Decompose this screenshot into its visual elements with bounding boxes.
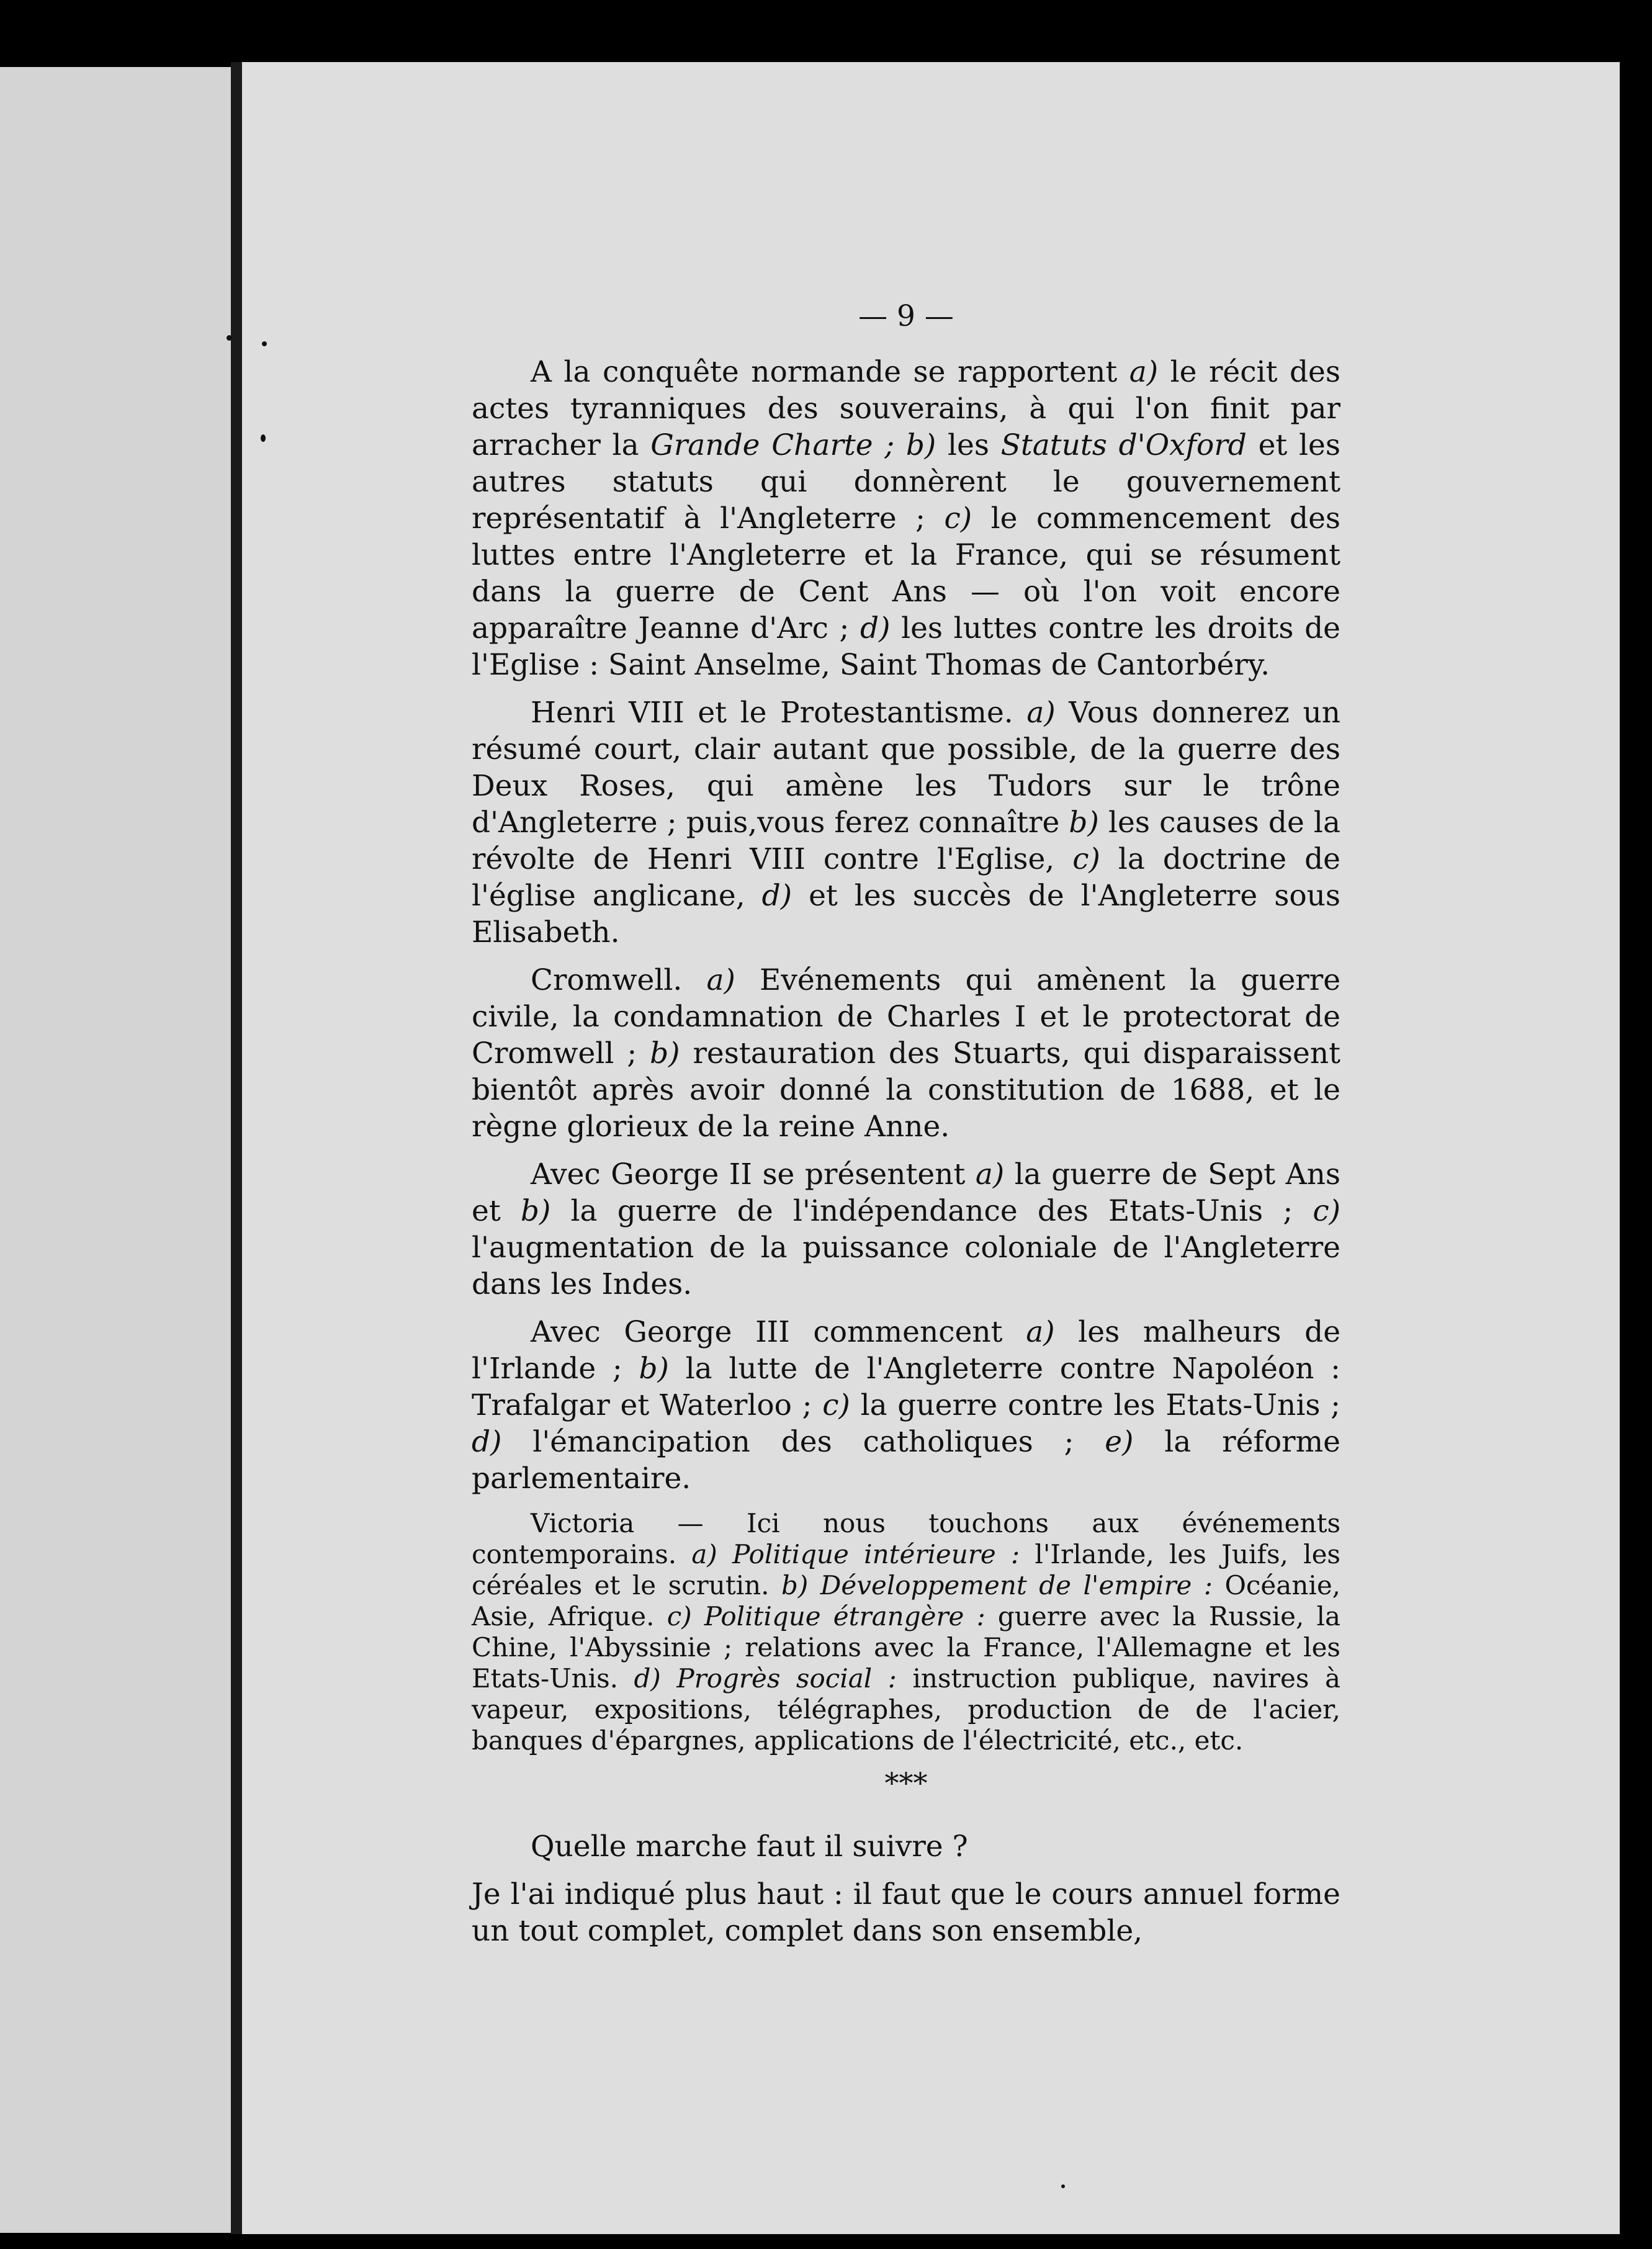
text-run: les causes de la révolte de Henri VIII contre l'Eglise, — [472, 806, 1340, 876]
text-run: la guerre contre les Etats-Unis ; — [850, 1388, 1340, 1422]
paragraph — [472, 694, 1340, 951]
text-run: les luttes contre les droits de l'Eglise : Saint Anselme, Saint Thomas de Cantorbéry. — [472, 611, 1340, 682]
text-run: la guerre de l'indépendance des Etats-Unis ; — [550, 1194, 1313, 1228]
text-run: l'augmentation de la puissance coloniale de l'Angleterre dans les Indes. — [472, 1231, 1340, 1301]
text-run: Avec George III commencent — [531, 1315, 1026, 1349]
italic-run: d) — [860, 611, 891, 645]
italic-run: b) — [1069, 806, 1099, 840]
italic-run: c) Politique étrangère : — [667, 1601, 985, 1632]
text-run: la réforme parlementaire. — [472, 1425, 1340, 1496]
speck — [1061, 2184, 1065, 2188]
paragraph — [472, 1314, 1340, 1497]
text-run: le commencement des luttes entre l'Angleterre et la France, qui se résument dans la guerre de Cent Ans — où l'on voit encore apparaître Jeanne d'Arc ; — [472, 501, 1341, 645]
italic-run: c) — [1072, 842, 1100, 876]
text-run: A la conquête normande se rapportent — [531, 355, 1129, 389]
text-run: l'émancipation des catholiques ; — [501, 1425, 1105, 1459]
text-run: instruction publique, navires à vapeur, expositions, télégraphes, production de de l'acier, banques d'épargnes, applications de l'électricité, etc., etc. — [472, 1663, 1340, 1756]
section-separator: *** — [884, 1766, 928, 1800]
italic-run: a) — [1129, 355, 1159, 389]
text-run: Victoria — Ici nous touchons aux événements contemporains. — [472, 1508, 1340, 1569]
speck — [227, 335, 232, 341]
italic-run: Grande Charte ; b) — [650, 428, 936, 462]
page-text — [472, 298, 1340, 1960]
paragraph — [472, 354, 1340, 683]
text-run: la doctrine de l'église anglicane, — [472, 842, 1340, 913]
text-run: restauration des Stuarts, qui disparaissent bientôt après avoir donné la constitution de 1688, et le règne glorieux de la reine Anne. — [472, 1036, 1340, 1144]
italic-run: a) — [1026, 1315, 1055, 1349]
text-run: Evénements qui amènent la guerre civile, la condamnation de Charles I et le protectorat de Cromwell ; — [472, 963, 1341, 1071]
text-run: les malheurs de l'Irlande ; — [472, 1315, 1341, 1386]
speck — [262, 341, 267, 346]
text-run: guerre avec la Russie, la Chine, l'Abyssinie ; relations avec la France, l'Allemagne et les Etats-Unis. — [472, 1601, 1341, 1694]
text-run: la lutte de l'Angleterre contre Napoléon : Trafalgar et Waterloo ; — [472, 1352, 1340, 1422]
closing-question: Quelle marche faut il suivre ? — [531, 1829, 968, 1864]
italic-run: b) — [639, 1352, 669, 1386]
closing-text: Je l'ai indiqué plus haut : il faut que le cours annuel forme un tout complet, complet dans son ensemble, — [472, 1877, 1340, 1948]
paragraph — [472, 1156, 1340, 1303]
text-run: l'Irlande, les Juifs, les céréales et le scrutin. — [472, 1539, 1340, 1600]
italic-run: a) — [975, 1157, 1005, 1192]
italic-run: e) — [1105, 1425, 1134, 1459]
italic-run: b) — [650, 1036, 680, 1071]
paragraph — [472, 1508, 1340, 1756]
italic-run: d) — [761, 879, 792, 913]
text-run: Océanie, Asie, Afrique. — [472, 1570, 1341, 1632]
text-run: Avec George II se présentent — [531, 1157, 976, 1192]
page-number: — 9 — — [858, 299, 954, 333]
text-run: et les succès de l'Angleterre sous Elisabeth. — [472, 879, 1341, 949]
speck — [261, 434, 266, 442]
italic-run: b) Développement de l'empire : — [781, 1570, 1213, 1600]
text-run: Vous donnerez un résumé court, clair autant que possible, de la guerre des Deux Roses, qui amène les Tudors sur le trône d'Angleterre ; puis,vous ferez connaître — [472, 696, 1340, 840]
italic-run: c) — [822, 1388, 850, 1422]
italic-run: a) — [706, 963, 735, 997]
italic-run: a) — [1026, 696, 1056, 730]
paragraph — [472, 962, 1340, 1145]
text-run: les — [936, 428, 1001, 462]
text-run: le récit des actes tyranniques des souverains, à qui l'on finit par arracher la — [472, 355, 1340, 462]
text-run: Henri VIII et le Protestantisme. — [531, 696, 1027, 730]
text-run: Cromwell. — [531, 963, 707, 997]
italic-run: c) — [944, 501, 972, 536]
italic-run: b) — [520, 1194, 551, 1228]
italic-run: a) Politique intérieure : — [691, 1539, 1020, 1569]
text-run: la guerre de Sept Ans et — [472, 1157, 1341, 1228]
left-page-edge — [0, 67, 231, 2233]
page-gutter — [231, 62, 242, 2234]
italic-run: d) — [472, 1425, 502, 1459]
italic-run: Statuts d'Oxford — [1000, 428, 1247, 462]
italic-run: c) — [1313, 1194, 1340, 1228]
text-run: et les autres statuts qui donnèrent le gouvernement représentatif à l'Angleterre ; — [472, 428, 1340, 536]
paragraph-list — [472, 298, 1340, 1756]
italic-run: d) Progrès social : — [634, 1663, 897, 1694]
